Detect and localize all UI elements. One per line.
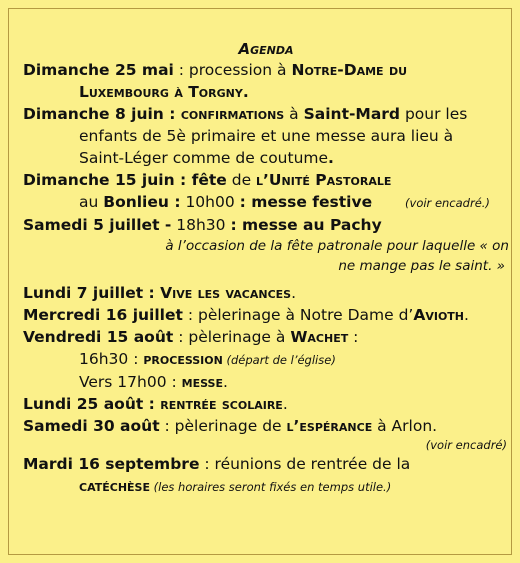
event-16-septembre-line2 <box>23 475 509 498</box>
event-place: Notre-Dame du <box>291 61 408 79</box>
event-note: (départ de l’église) <box>222 353 336 367</box>
event-date: Samedi 30 août <box>23 417 160 435</box>
event-note: (voir encadré.) <box>405 196 490 210</box>
event-time: Vers 17h00 : <box>79 373 182 391</box>
event-messe: : messe festive <box>239 193 373 211</box>
event-15-aout-line3 <box>23 371 509 393</box>
event-date: Dimanche 25 mai <box>23 61 174 79</box>
event-confirmations: confirmations <box>175 105 285 123</box>
event-date: Lundi 25 août : <box>23 395 155 413</box>
event-date: Dimanche 8 juin : <box>23 105 176 123</box>
event-25-mai <box>23 59 509 81</box>
event-time: 16h30 : <box>79 350 144 368</box>
event-5-juillet <box>23 214 509 236</box>
event-procession: procession <box>143 350 223 368</box>
event-25-mai-cont <box>23 81 509 103</box>
event-16-juillet <box>23 304 509 326</box>
event-vive: Vive les vacances <box>154 284 292 302</box>
event-messe: messe <box>181 373 223 391</box>
event-date: Mardi 16 septembre <box>23 455 200 473</box>
event-dot: . <box>464 306 469 324</box>
event-au: au <box>79 193 104 211</box>
event-5-juillet-note2: ne mange pas le saint. » <box>338 258 505 274</box>
event-15-juin-line2 <box>23 191 509 214</box>
event-5-juillet-note1: à l’occasion de la fête patronale pour laquelle « on <box>165 238 509 254</box>
event-16-septembre <box>23 453 509 475</box>
event-8-juin-line2: enfants de 5è primaire et une messe aura lieu à <box>79 127 454 145</box>
event-date: Dimanche 15 juin : fête <box>23 171 227 189</box>
event-15-aout-line2 <box>23 348 509 371</box>
event-text-3: Saint-Léger comme de coutume <box>79 149 329 167</box>
event-text: : pèlerinage de <box>159 417 287 435</box>
event-bonlieu: Bonlieu : <box>103 193 181 211</box>
event-place: Wachet <box>290 328 349 346</box>
event-dot: . <box>291 284 297 302</box>
event-text: : pèlerinage à Notre Dame d’ <box>182 306 414 324</box>
event-dot: . <box>223 373 228 391</box>
event-unite-pastorale: l’Unité Pastorale <box>256 171 392 189</box>
event-25-aout <box>23 393 509 415</box>
agenda-panel <box>8 8 512 555</box>
agenda-content <box>23 39 509 498</box>
event-place: Avioth <box>413 306 465 324</box>
event-catechese: catéchèse <box>79 477 150 495</box>
agenda-title: Agenda <box>238 40 294 58</box>
event-7-juillet <box>23 282 509 304</box>
event-rentree: rentrée scolaire <box>154 395 283 413</box>
event-text: : pèlerinage à <box>173 328 291 346</box>
event-date: Lundi 7 juillet : <box>23 284 155 302</box>
event-text: de <box>226 171 257 189</box>
event-8-juin <box>23 103 509 125</box>
event-15-aout <box>23 326 509 348</box>
event-text: : procession à <box>173 61 292 79</box>
event-text: à <box>284 105 304 123</box>
event-30-aout-note: (voir encadré) <box>425 438 507 452</box>
event-8-juin-line3 <box>23 147 509 169</box>
event-dot: . <box>282 395 288 413</box>
event-place-cont: Luxembourg à Torgny. <box>79 83 249 101</box>
event-text: : réunions de rentrée de la <box>199 455 411 473</box>
event-date: Samedi 5 juillet - <box>23 216 172 234</box>
event-dot: . <box>328 149 334 167</box>
event-time: 10h00 <box>180 193 240 211</box>
event-time: 18h30 <box>171 216 231 234</box>
event-15-juin <box>23 169 509 191</box>
event-esperance: l’espérance <box>286 417 373 435</box>
event-messe: : messe au Pachy <box>230 216 382 234</box>
event-30-aout <box>23 415 509 437</box>
event-note: (les horaires seront fixés en temps utile.) <box>149 480 392 494</box>
event-place: Saint-Mard <box>303 105 401 123</box>
event-date: Vendredi 15 août <box>23 328 174 346</box>
event-text-2: pour les <box>400 105 468 123</box>
event-date: Mercredi 16 juillet <box>23 306 183 324</box>
event-text-2: : <box>348 328 359 346</box>
event-text-2: à Arlon. <box>372 417 438 435</box>
